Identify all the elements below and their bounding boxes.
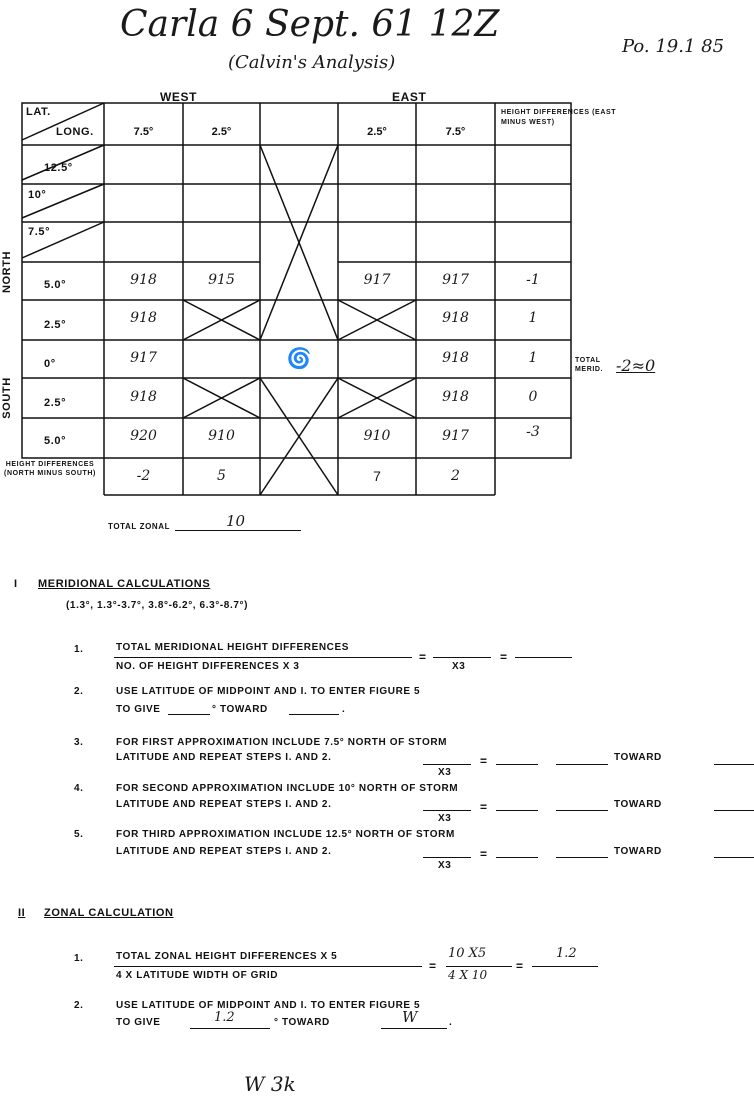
meridional-ranges: (1.3°, 1.3°-3.7°, 3.8°-6.2°, 6.3°-8.7°) — [66, 600, 249, 611]
zonal-step-1-blank-a — [446, 966, 512, 967]
merid-step-3-toward: TOWARD — [614, 752, 662, 763]
height-diff-ns-label: HEIGHT DIFFERENCES (NORTH MINUS SOUTH) — [4, 461, 96, 477]
merid-step-2-line2c: . — [342, 704, 346, 715]
merid-step-5-blank-b — [496, 857, 538, 858]
cell-5n-w75: 918 — [130, 272, 157, 288]
zonal-step-1-eq1: = — [429, 959, 437, 973]
merid-step-4-eq: = — [480, 800, 488, 814]
cell-25n-e75: 918 — [442, 310, 469, 326]
merid-step-4-toward: TOWARD — [614, 799, 662, 810]
footer-note: W 3k — [244, 1072, 296, 1096]
merid-step-5-blank-a — [423, 857, 471, 858]
merid-step-4-blank-a — [423, 810, 471, 811]
merid-step-1-denominator: NO. OF HEIGHT DIFFERENCES X 3 — [116, 661, 300, 672]
cell-5n-e75: 917 — [442, 272, 469, 288]
merid-step-3-x3: X3 — [438, 767, 452, 778]
cell-0-e75: 918 — [442, 350, 469, 366]
total-merid-value: -2≈0 — [616, 356, 656, 375]
merid-step-3-blank-dir — [714, 764, 754, 765]
cell-5s-e25: 910 — [363, 428, 391, 444]
lat-label-2-5-north: 2.5° — [44, 319, 67, 331]
ns-diff-w25: 5 — [217, 468, 226, 484]
cell-5n-e25: 917 — [363, 272, 391, 288]
merid-step-4-line2: LATITUDE AND REPEAT STEPS I. AND 2. — [116, 799, 332, 810]
reference-note: Po. 19.1 85 — [622, 36, 725, 57]
corner-long-label: LONG. — [56, 126, 94, 138]
merid-step-3-num: 3. — [74, 737, 84, 748]
north-label: NORTH — [1, 250, 14, 294]
corner-lat-label: LAT. — [26, 106, 51, 118]
merid-step-1-blank-a — [433, 657, 491, 658]
ns-diff-e25: 7 — [373, 468, 381, 484]
cell-5s-diff: -3 — [526, 424, 540, 440]
merid-step-5-blank-deg — [556, 857, 608, 858]
west-label: WEST — [160, 90, 198, 104]
zonal-step-1-blank-b — [532, 966, 598, 967]
cell-5n-diff: -1 — [526, 272, 540, 288]
merid-step-4-blank-dir — [714, 810, 754, 811]
zonal-step-2-hand-deg: 1.2 — [214, 1010, 235, 1025]
merid-step-3-blank-deg — [556, 764, 608, 765]
zonal-step-2-line2b: ° TOWARD — [274, 1017, 330, 1028]
merid-step-2-num: 2. — [74, 686, 84, 697]
zonal-step-1-result: 1.2 — [556, 946, 577, 961]
merid-step-2-line2b: ° TOWARD — [212, 704, 268, 715]
merid-step-2-blank-deg — [168, 714, 210, 715]
merid-step-2-blank-dir — [289, 714, 339, 715]
merid-step-5-line2: LATITUDE AND REPEAT STEPS I. AND 2. — [116, 846, 332, 857]
merid-step-5-toward: TOWARD — [614, 846, 662, 857]
merid-step-5-eq: = — [480, 847, 488, 861]
merid-step-1-blank-b — [515, 657, 572, 658]
ns-diff-w75: -2 — [136, 468, 151, 484]
zonal-step-1-hand-num: 10 X5 — [448, 946, 487, 961]
lat-label-2-5-south: 2.5° — [44, 397, 67, 409]
col-header-east-25: 2.5° — [367, 126, 387, 138]
merid-step-1-eq2: = — [500, 650, 508, 664]
cell-25n-diff: 1 — [528, 310, 538, 326]
zonal-step-2-period: . — [449, 1017, 453, 1028]
cell-5s-w25: 910 — [208, 428, 235, 444]
merid-step-4-blank-deg — [556, 810, 608, 811]
col-header-west-75: 7.5° — [133, 126, 154, 138]
zonal-step-1-fraction — [114, 966, 422, 967]
cell-25s-diff: 0 — [528, 389, 538, 405]
cell-25s-w75: 918 — [130, 389, 157, 405]
ns-diff-e75: 2 — [451, 468, 460, 484]
lat-label-0: 0° — [44, 358, 56, 370]
zonal-step-1-numerator: TOTAL ZONAL HEIGHT DIFFERENCES X 5 — [116, 951, 338, 962]
merid-step-4-blank-b — [496, 810, 538, 811]
storm-center-symbol: 🌀 — [286, 346, 312, 370]
lat-label-5-north: 5.0° — [44, 279, 67, 291]
merid-step-3-blank-a — [423, 764, 471, 765]
merid-step-5-num: 5. — [74, 829, 84, 840]
cell-5n-w25: 915 — [208, 272, 235, 288]
merid-step-5-line1: FOR THIRD APPROXIMATION INCLUDE 12.5° NORTH OF STORM — [116, 829, 455, 840]
cell-0-w75: 917 — [130, 350, 157, 366]
zonal-step-2-blank-dir — [381, 1028, 447, 1029]
merid-step-3-eq: = — [480, 754, 488, 768]
section-2-number: II — [18, 907, 26, 919]
zonal-step-1-eq2: = — [516, 959, 524, 973]
total-zonal-label: TOTAL ZONAL — [108, 522, 171, 531]
zonal-step-1-hand-den: 4 X 10 — [448, 968, 488, 982]
total-zonal-line — [175, 530, 301, 531]
cell-5s-w75: 920 — [130, 428, 157, 444]
total-zonal-value: 10 — [226, 512, 246, 530]
zonal-step-2-blank-deg — [190, 1028, 270, 1029]
height-diff-ew-label: HEIGHT DIFFERENCES (EAST MINUS WEST) — [501, 109, 617, 126]
analysis-note: (Calvin's Analysis) — [228, 52, 396, 73]
section-1-heading: MERIDIONAL CALCULATIONS — [38, 578, 211, 590]
cell-0-diff: 1 — [528, 350, 538, 366]
lat-label-12-5: 12.5° — [44, 162, 73, 174]
merid-step-3-line2: LATITUDE AND REPEAT STEPS I. AND 2. — [116, 752, 332, 763]
lat-label-7-5: 7.5° — [28, 226, 51, 238]
east-label: EAST — [392, 90, 427, 104]
merid-step-2-line2a: TO GIVE — [116, 704, 161, 715]
merid-step-1-x3: X3 — [452, 661, 466, 672]
zonal-step-1-denominator: 4 X LATITUDE WIDTH OF GRID — [116, 970, 279, 981]
merid-step-4-num: 4. — [74, 783, 84, 794]
lat-label-5-south: 5.0° — [44, 435, 67, 447]
merid-step-2-line1: USE LATITUDE OF MIDPOINT AND I. TO ENTER FIGURE 5 — [116, 686, 421, 697]
section-2-heading: ZONAL CALCULATION — [44, 907, 174, 919]
merid-step-1-num: 1. — [74, 644, 84, 655]
zonal-step-2-line2a: TO GIVE — [116, 1017, 161, 1028]
merid-step-1-eq1: = — [419, 650, 427, 664]
cell-25s-e75: 918 — [442, 389, 469, 405]
south-label: SOUTH — [0, 377, 13, 419]
merid-step-4-line1: FOR SECOND APPROXIMATION INCLUDE 10° NORTH OF STORM — [116, 783, 459, 794]
merid-step-1-fraction — [114, 657, 412, 658]
zonal-step-2-num: 2. — [74, 1000, 84, 1011]
merid-step-5-x3: X3 — [438, 860, 452, 871]
zonal-step-2-hand-dir: W — [402, 1008, 418, 1026]
zonal-step-2-line1: USE LATITUDE OF MIDPOINT AND I. TO ENTER FIGURE 5 — [116, 1000, 421, 1011]
cell-5s-e75: 917 — [442, 428, 469, 444]
merid-step-1-numerator: TOTAL MERIDIONAL HEIGHT DIFFERENCES — [116, 642, 350, 653]
col-header-west-25: 2.5° — [211, 126, 232, 138]
merid-step-3-line1: FOR FIRST APPROXIMATION INCLUDE 7.5° NORTH OF STORM — [116, 737, 448, 748]
merid-step-5-blank-dir — [714, 857, 754, 858]
col-header-east-75: 7.5° — [445, 126, 466, 138]
section-1-number: I — [14, 578, 18, 590]
storm-note: Carla 6 Sept. 61 12Z — [120, 4, 500, 45]
zonal-step-1-num: 1. — [74, 953, 84, 964]
merid-step-4-x3: X3 — [438, 813, 452, 824]
cell-25n-w75: 918 — [130, 310, 157, 326]
merid-step-3-blank-b — [496, 764, 538, 765]
total-merid-label: TOTAL MERID. — [575, 357, 604, 373]
lat-label-10: 10° — [28, 189, 47, 201]
